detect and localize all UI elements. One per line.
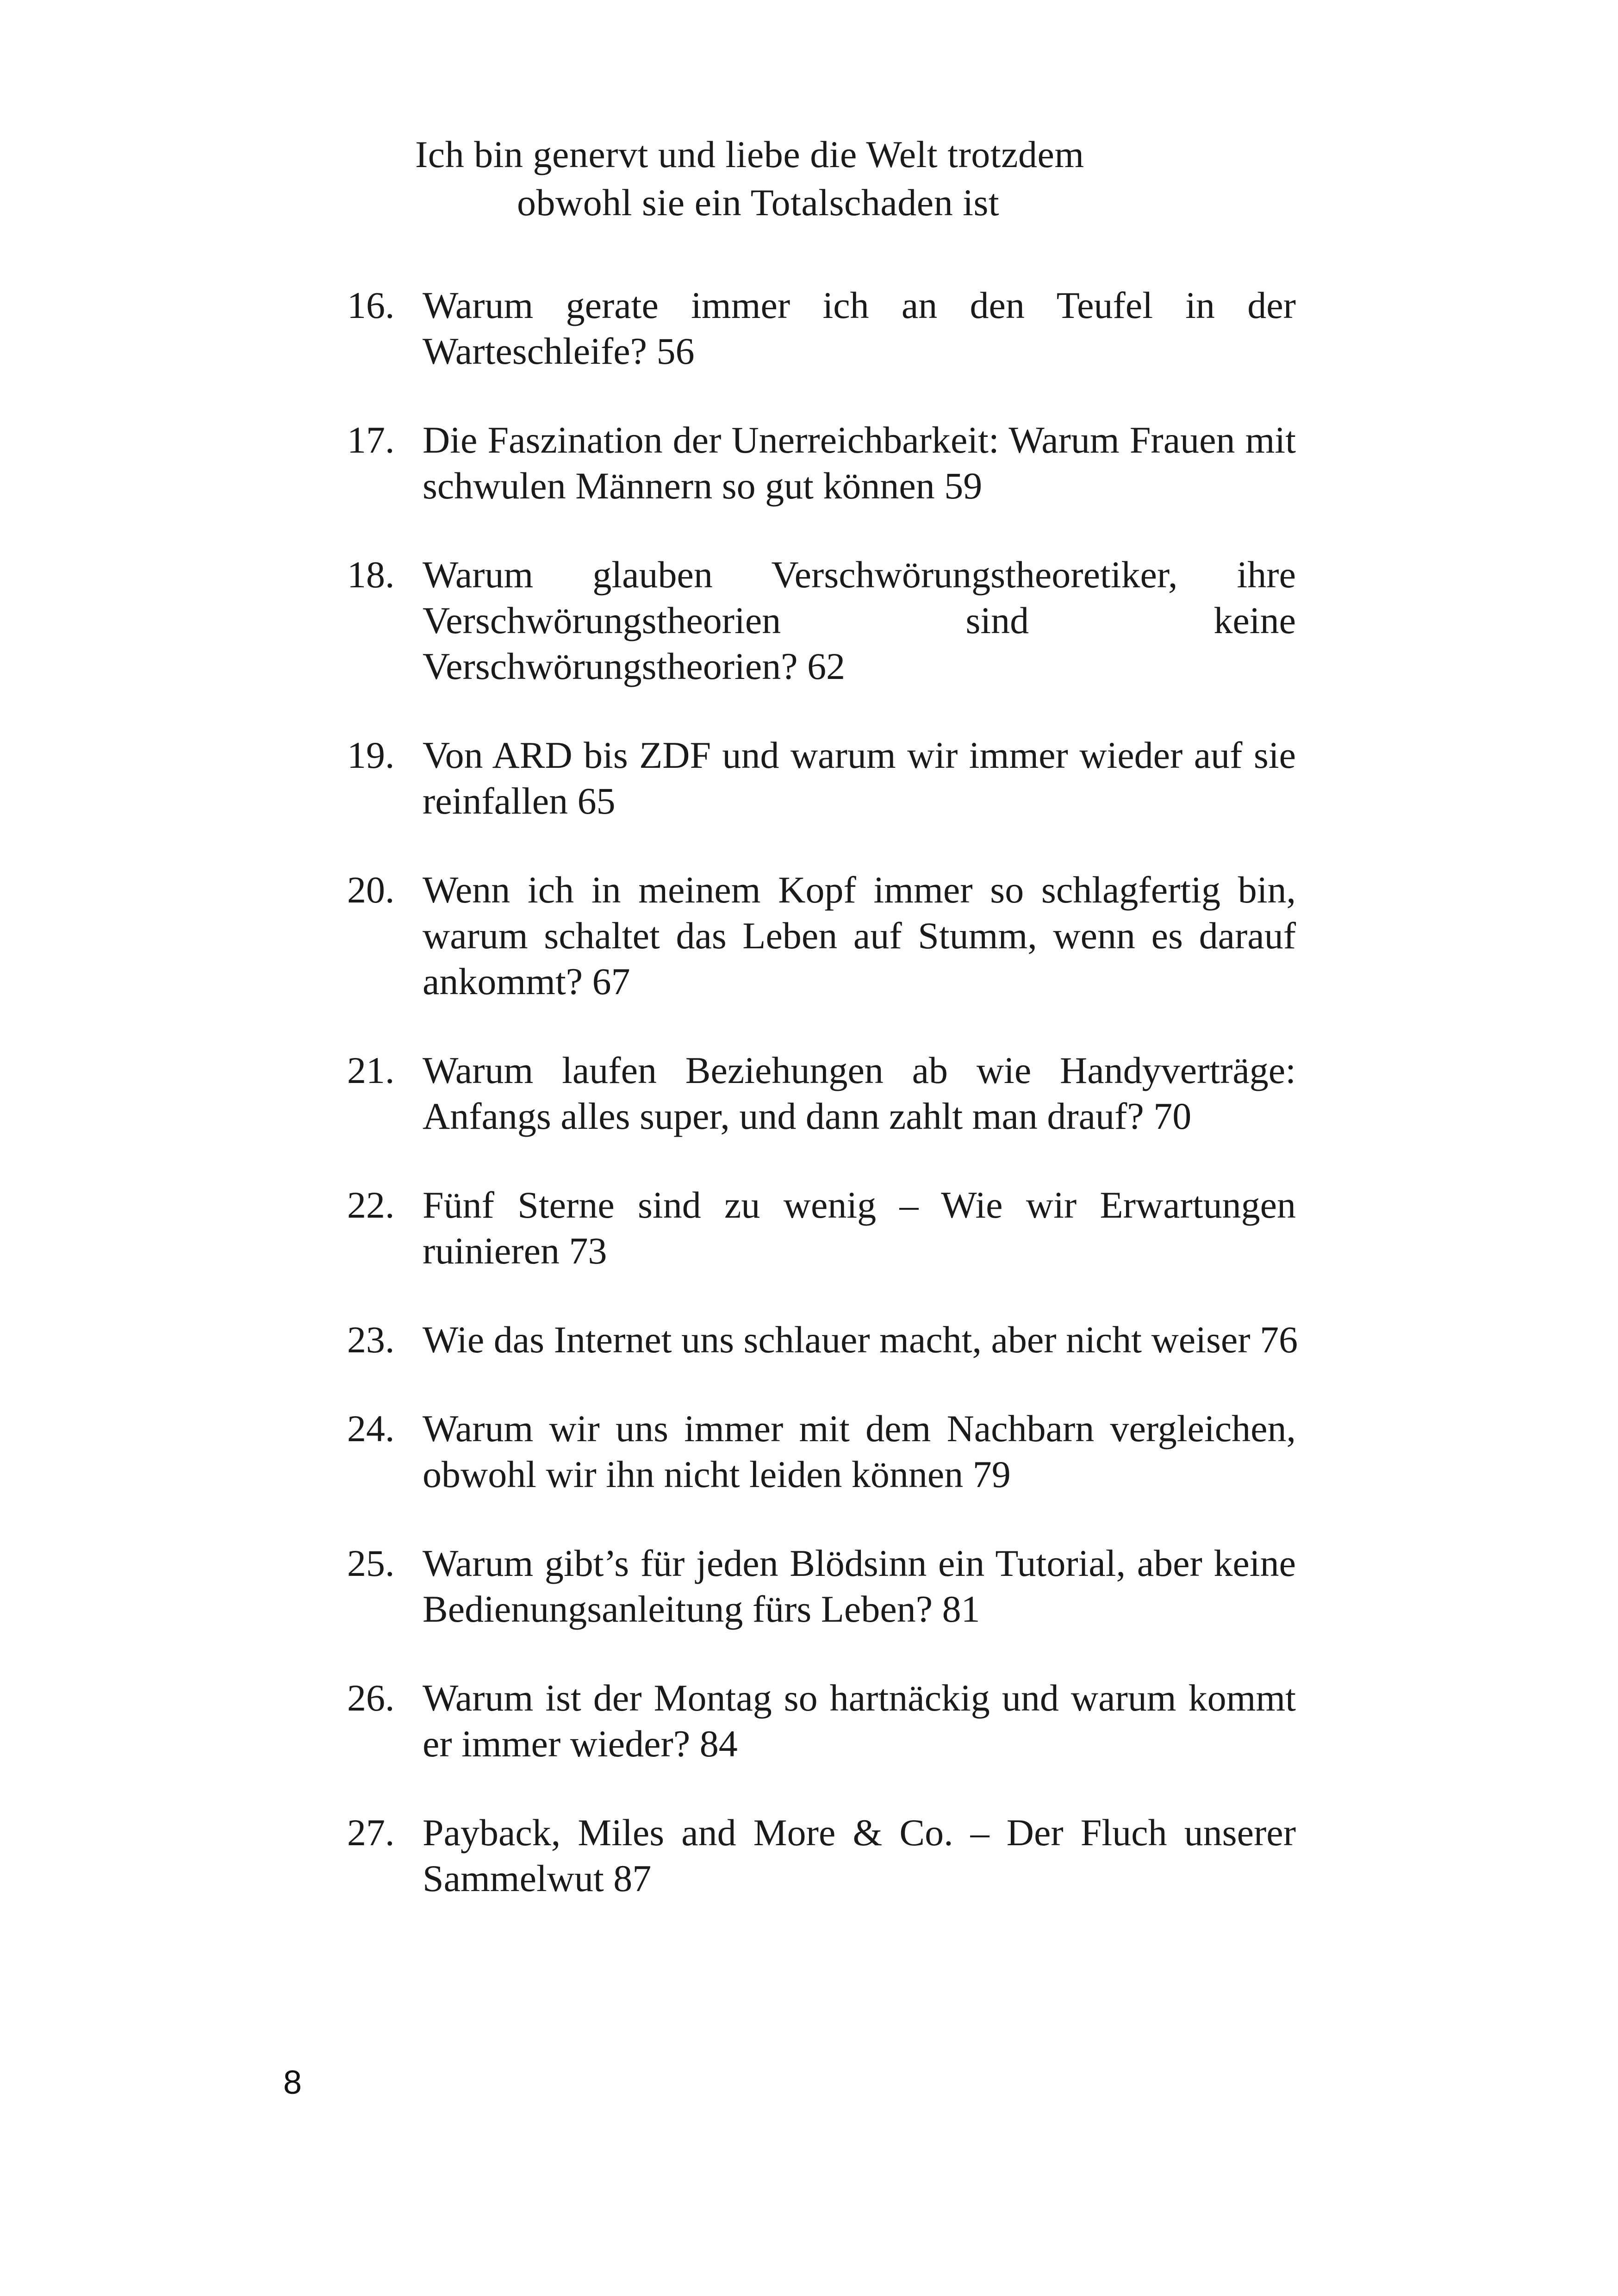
toc-entry-text: Warum glauben Verschwörungstheoretiker, ihre Verschwörungstheorien sind keine Verschwörungstheorien? 62 [423,554,1296,687]
section-heading-line-1: Ich bin genervt und liebe die Welt trotzdem [415,133,1084,175]
toc-entry [347,1810,1296,1901]
toc-entry-text: Warum laufen Beziehungen ab wie Handyverträge: Anfangs alles super, und dann zahlt man drauf? 70 [423,1049,1296,1137]
toc-entry-text: Von ARD bis ZDF und warum wir immer wieder auf sie reinfallen 65 [423,734,1296,822]
toc-entry [347,282,1296,374]
toc-entry-text: Warum wir uns immer mit dem Nachbarn vergleichen, obwohl wir ihn nicht leiden können 79 [423,1407,1296,1495]
toc-entry [347,1540,1296,1632]
toc-entry-text: Die Faszination der Unerreichbarkeit: Warum Frauen mit schwulen Männern so gut können 59 [423,419,1296,507]
toc-entry-number: 16. [347,284,395,326]
toc-entry-text: Warum ist der Montag so hartnäckig und warum kommt er immer wieder? 84 [423,1677,1296,1765]
toc-entry-text: Fünf Sterne sind zu wenig – Wie wir Erwartungen ruinieren 73 [423,1184,1296,1272]
toc-entry-number: 24. [347,1407,395,1450]
toc-entry-number: 18. [347,554,395,596]
page-number: 8 [283,2064,302,2101]
toc-entry-text: Warum gibt’s für jeden Blödsinn ein Tutorial, aber keine Bedienungsanleitung fürs Leben? 81 [423,1542,1296,1630]
toc-entry-number: 22. [347,1184,395,1226]
toc-entry [347,1406,1296,1497]
toc-entry-text: Wenn ich in meinem Kopf immer so schlagfertig bin, warum schaltet das Leben auf Stumm, wenn es darauf ankommt? 67 [423,869,1296,1002]
toc-entry-text: Wie das Internet uns schlauer macht, aber nicht weiser 76 [423,1319,1298,1361]
table-of-contents [347,282,1296,1944]
toc-entry-number: 19. [347,734,395,776]
toc-entry [347,1182,1296,1274]
section-heading-line-2: obwohl sie ein Totalschaden ist [517,181,1000,224]
toc-entry-number: 17. [347,419,395,461]
toc-entry [347,1317,1296,1363]
toc-entry [347,867,1296,1004]
toc-entry [347,732,1296,824]
toc-entry [347,552,1296,689]
toc-entry [347,1675,1296,1767]
toc-entry-number: 20. [347,869,395,911]
toc-entry [347,1047,1296,1139]
toc-entry-text: Payback, Miles and More & Co. – Der Fluch unserer Sammelwut 87 [423,1811,1296,1899]
toc-entry-number: 26. [347,1677,395,1719]
toc-entry-number: 27. [347,1811,395,1854]
toc-entry-number: 23. [347,1319,395,1361]
toc-entry-number: 25. [347,1542,395,1584]
toc-entry-number: 21. [347,1049,395,1091]
toc-entry [347,417,1296,509]
toc-entry-text: Warum gerate immer ich an den Teufel in der Warteschleife? 56 [423,284,1296,372]
